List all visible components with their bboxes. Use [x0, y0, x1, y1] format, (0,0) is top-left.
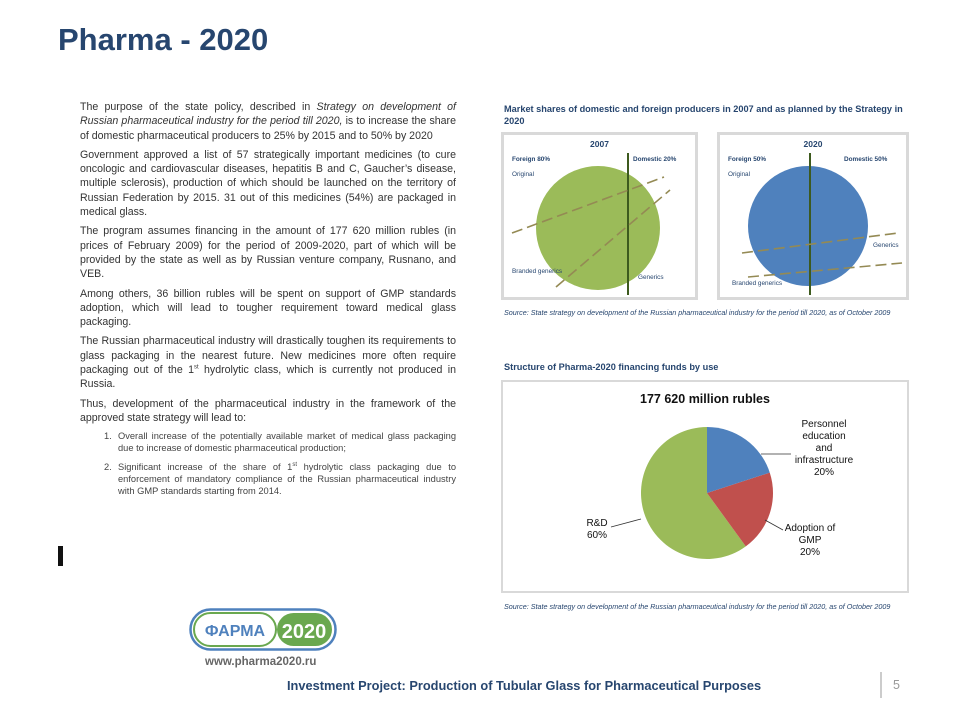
generics-label: Generics [638, 274, 664, 281]
numbered-item: 1. Overall increase of the potentially available market of medical glass packaging due to increase of domestic pharmaceutical production; [104, 431, 456, 454]
pharma2020-logo [189, 608, 339, 656]
financing-total-label: 177 620 million rubles [640, 392, 770, 406]
policy-text-column [58, 100, 456, 503]
bullet-paragraph: Among others, 36 billion rubles will be spent on support of GMP standards adoption, which will lead to tougher requirement toward medical glass packaging. [80, 287, 456, 329]
panel-year-label: 2007 [590, 139, 609, 149]
foreign-share-label: Foreign 50% [728, 156, 766, 163]
financing-pie-panel [501, 380, 909, 593]
page-title: Pharma - 2020 [58, 22, 269, 57]
domestic-share-label: Domestic 20% [633, 156, 677, 163]
page-number-divider [880, 672, 882, 698]
branded-generics-label: Branded generics [512, 268, 563, 275]
logo-year: 2020 [281, 621, 327, 643]
footer-project-title: Investment Project: Production of Tubular Glass for Pharmaceutical Purposes [287, 678, 762, 693]
panel-year-label: 2020 [803, 139, 823, 149]
slice-label-rd: R&D 60% [586, 518, 608, 541]
branded-generics-label: Branded generics [732, 280, 783, 287]
black-marker-bar [58, 546, 63, 566]
pie-panel-2020 [717, 132, 909, 300]
slice-label-gmp: Adoption of GMP 20% [784, 523, 836, 558]
financing-pie-chart [503, 382, 907, 591]
bullet-paragraph: The purpose of the state policy, described in Strategy on development of Russian pharmaceutical industry for the period till 2020, is to increase the share of domestic pharmaceutical producers to 25% by 2015 and to 50% by 2020 [80, 101, 456, 142]
bullet-paragraph: Government approved a list of 57 strategically important medicines (to cure oncologic and cardiovascular diseases, hepatitis B and C, Gaucher’s disease, multiple sclerosis), production of which should be launched on the territory of Russian Federation by 2015. 31 out of this medicines (54%) are packaged in medical glass. [80, 148, 456, 219]
slice-label-personnel: Personnel education and infrastructure 20% [794, 419, 854, 478]
bullet-paragraph: The Russian pharmaceutical industry will drastically toughen its requirements to glass packaging in the nearest future. New medicines more often require packaging out of the 1st hydrolytic class, which is currently not produced in Russia. [80, 335, 456, 391]
generics-label: Generics [873, 242, 899, 249]
numbered-item: 2. Significant increase of the share of 1st hydrolytic class packaging due to enforcement of mandatory compliance of the Russian pharmaceutical industry with GMP standards starting from 2014. [104, 461, 457, 497]
logo-word: ФАРМА [204, 623, 266, 640]
market-source-note: Source: State strategy on development of the Russian pharmaceutical industry for the period till 2020, as of October 2009 [504, 308, 891, 317]
pie-panel-2007 [501, 132, 698, 300]
original-label: Original [728, 171, 751, 178]
market-share-title: Market shares of domestic and foreign producers in 2007 and as planned by the Strategy in 2020 [504, 104, 903, 126]
original-label: Original [512, 171, 535, 178]
financing-source-note: Source: State strategy on development of the Russian pharmaceutical industry for the period till 2020, as of October 2009 [504, 602, 891, 611]
bullet-paragraph: Thus, development of the pharmaceutical industry in the framework of the approved state strategy will lead to: [80, 397, 456, 424]
financing-chart-title: Structure of Pharma-2020 financing funds by use [504, 362, 719, 372]
domestic-share-label: Domestic 50% [844, 156, 888, 163]
logo-url: www.pharma2020.ru [205, 656, 317, 668]
page-number: 5 [893, 678, 900, 692]
bullet-paragraph: The program assumes financing in the amount of 177 620 million rubles (in prices of February 2009) for the period of 2009-2020, part of which will be provided by the state as well as by Russian venture company, Rusnano, and VEB. [80, 225, 456, 281]
foreign-share-label: Foreign 80% [512, 156, 550, 163]
